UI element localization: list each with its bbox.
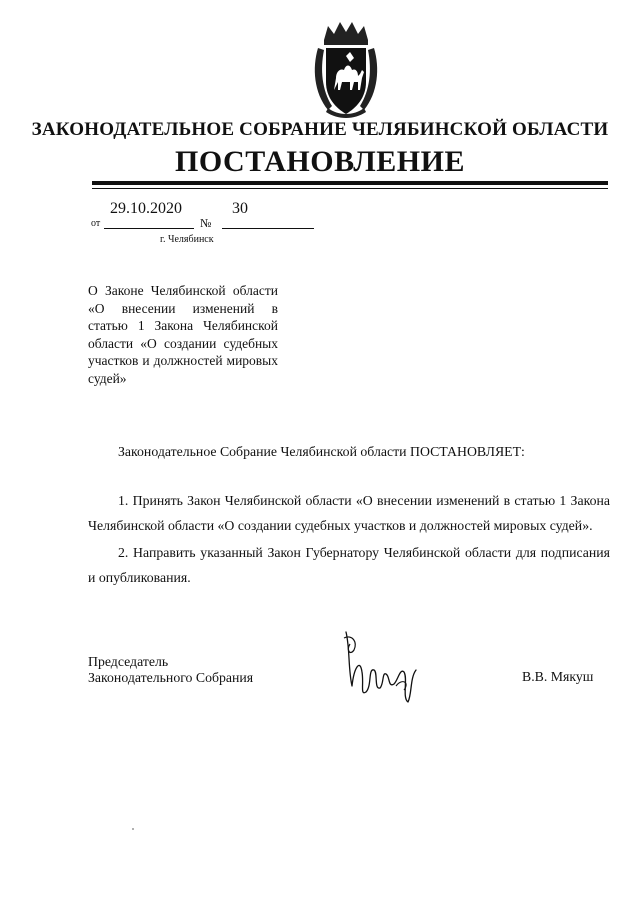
organization-title: ЗАКОНОДАТЕЛЬНОЕ СОБРАНИЕ ЧЕЛЯБИНСКОЙ ОБЛАСТИ <box>31 119 609 140</box>
header-rule-thin <box>92 188 608 189</box>
document-number: 30 <box>232 200 248 217</box>
paragraph-1: 1. Принять Закон Челябинской области «О внесении изменений в статью 1 Закона Челябинской области «О создании судебных участков и должностей мировых судей». <box>88 493 610 533</box>
document-type-title: ПОСТАНОВЛЕНИЕ <box>175 145 465 178</box>
coat-of-arms-icon <box>310 18 382 118</box>
signer-role-line-2: Законодательного Собрания <box>88 670 254 685</box>
number-label: № <box>200 216 212 230</box>
scan-speck <box>132 828 134 830</box>
date-from-label: от <box>91 218 101 229</box>
city-label: г. Челябинск <box>160 234 214 245</box>
document-date: 29.10.2020 <box>110 200 182 217</box>
decree-intro: Законодательное Собрание Челябинской области ПОСТАНОВЛЯЕТ: <box>118 444 525 459</box>
date-underline <box>104 228 194 229</box>
handwritten-signature-icon <box>338 628 422 704</box>
document-subject: О Законе Челябинской области «О внесении изменений в статью 1 Закона Челябинской области «О создании судебных участков и должностей мировых судей» <box>88 283 278 386</box>
paragraph-2: 2. Направить указанный Закон Губернатору Челябинской области для подписания и опубликования. <box>88 545 610 585</box>
number-underline <box>222 228 314 229</box>
signer-role-line-1: Председатель <box>88 654 169 669</box>
header-rule-thick <box>92 181 608 185</box>
signer-name: В.В. Мякуш <box>522 669 594 684</box>
